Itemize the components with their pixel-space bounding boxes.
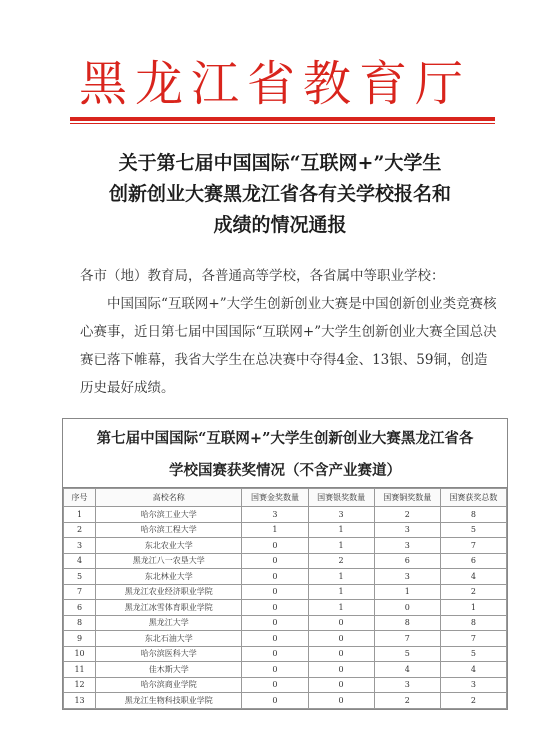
table-cell: 佳木斯大学 [96, 662, 242, 678]
table-row [64, 553, 507, 569]
table-cell: 1 [308, 569, 374, 585]
table-cell: 6 [374, 553, 440, 569]
table-cell: 黑龙江大学 [96, 615, 242, 631]
table-cell: 4 [374, 662, 440, 678]
table-cell: 9 [64, 631, 96, 647]
table-cell: 0 [308, 693, 374, 709]
table-cell: 1 [242, 522, 308, 538]
table-row [64, 584, 507, 600]
table-cell: 4 [440, 662, 506, 678]
issuer-masthead: 黑龙江省教育厅 [78, 56, 471, 112]
table-cell: 0 [308, 677, 374, 693]
table-cell: 3 [374, 522, 440, 538]
table-cell: 5 [440, 522, 506, 538]
table-cell: 8 [64, 615, 96, 631]
document-body [80, 262, 500, 402]
table-cell: 0 [308, 662, 374, 678]
table-cell: 0 [308, 631, 374, 647]
table-row [64, 507, 507, 523]
table-cell: 7 [440, 631, 506, 647]
table-cell: 4 [440, 569, 506, 585]
table-cell: 11 [64, 662, 96, 678]
table-cell: 5 [440, 646, 506, 662]
table-cell: 12 [64, 677, 96, 693]
table-cell: 7 [374, 631, 440, 647]
table-row [64, 677, 507, 693]
table-cell: 3 [308, 507, 374, 523]
table-cell: 0 [242, 615, 308, 631]
table-cell: 0 [242, 631, 308, 647]
table-cell: 0 [242, 662, 308, 678]
table-cell: 黑龙江农业经济职业学院 [96, 584, 242, 600]
header-gold: 国赛金奖数量 [242, 489, 308, 507]
table-cell: 0 [242, 538, 308, 554]
title-line: 创新创业大赛黑龙江省各有关学校报名和 [108, 183, 451, 205]
table-cell: 2 [64, 522, 96, 538]
table-cell: 哈尔滨商业学院 [96, 677, 242, 693]
table-cell: 东北农业大学 [96, 538, 242, 554]
table-cell: 0 [242, 646, 308, 662]
table-cell: 1 [308, 538, 374, 554]
table-cell: 黑龙江冰雪体育职业学院 [96, 600, 242, 616]
table-cell: 2 [374, 693, 440, 709]
table-cell: 1 [308, 600, 374, 616]
table-cell: 哈尔滨工业大学 [96, 507, 242, 523]
table-cell: 哈尔滨医科大学 [96, 646, 242, 662]
table-cell: 13 [64, 693, 96, 709]
table-cell: 1 [308, 522, 374, 538]
table-cell: 8 [440, 615, 506, 631]
table-row [64, 693, 507, 709]
table-cell: 5 [374, 646, 440, 662]
table-header-row [64, 489, 507, 507]
table-cell: 1 [64, 507, 96, 523]
table-cell: 1 [374, 584, 440, 600]
masthead-rule-thin [70, 123, 495, 124]
awards-table-title [63, 419, 507, 488]
table-cell: 2 [440, 584, 506, 600]
table-title-line: 第七届中国国际“互联网+”大学生创新创业大赛黑龙江省各 [96, 430, 474, 447]
table-cell: 0 [242, 569, 308, 585]
table-cell: 6 [64, 600, 96, 616]
table-cell: 黑龙江八一农垦大学 [96, 553, 242, 569]
table-row [64, 646, 507, 662]
table-cell: 3 [64, 538, 96, 554]
table-cell: 2 [308, 553, 374, 569]
table-cell: 0 [308, 646, 374, 662]
table-cell: 3 [374, 677, 440, 693]
table-cell: 2 [374, 507, 440, 523]
table-row [64, 600, 507, 616]
table-cell: 0 [242, 677, 308, 693]
table-cell: 0 [374, 600, 440, 616]
awards-table-container [62, 418, 508, 710]
title-line: 关于第七届中国国际“互联网+”大学生 [118, 152, 442, 174]
table-cell: 8 [440, 507, 506, 523]
table-row [64, 522, 507, 538]
table-cell: 3 [374, 569, 440, 585]
table-cell: 7 [440, 538, 506, 554]
table-row [64, 662, 507, 678]
table-row [64, 569, 507, 585]
table-cell: 0 [308, 615, 374, 631]
salutation: 各市（地）教育局，各普通高等学校，各省属中等职业学校： [80, 268, 445, 284]
table-cell: 黑龙江生物科技职业学院 [96, 693, 242, 709]
table-cell: 5 [64, 569, 96, 585]
table-cell: 6 [440, 553, 506, 569]
document-title [60, 148, 500, 241]
table-cell: 8 [374, 615, 440, 631]
table-cell: 哈尔滨工程大学 [96, 522, 242, 538]
table-cell: 东北林业大学 [96, 569, 242, 585]
table-cell: 3 [440, 677, 506, 693]
table-cell: 1 [308, 584, 374, 600]
header-school: 高校名称 [96, 489, 242, 507]
table-cell: 3 [242, 507, 308, 523]
header-bronze: 国赛铜奖数量 [374, 489, 440, 507]
title-line: 成绩的情况通报 [213, 214, 347, 236]
header-index: 序号 [64, 489, 96, 507]
body-paragraph: 中国国际“互联网+”大学生创新创业大赛是中国创新创业类竞赛核心赛事，近日第七届中国国际“互联网+”大学生创新创业大赛全国总决赛已落下帷幕，我省大学生在总决赛中夺得4金、13银、59铜，创造历史最好成绩。 [80, 296, 497, 396]
table-cell: 4 [64, 553, 96, 569]
header-silver: 国赛银奖数量 [308, 489, 374, 507]
table-row [64, 538, 507, 554]
masthead-rule-thick [70, 117, 495, 121]
table-title-line: 学校国赛获奖情况（不含产业赛道） [169, 462, 401, 479]
table-cell: 0 [242, 584, 308, 600]
header-total: 国赛获奖总数 [440, 489, 506, 507]
table-cell: 3 [374, 538, 440, 554]
table-cell: 2 [440, 693, 506, 709]
table-body [64, 507, 507, 709]
table-cell: 1 [440, 600, 506, 616]
table-cell: 0 [242, 693, 308, 709]
table-row [64, 631, 507, 647]
table-cell: 7 [64, 584, 96, 600]
table-cell: 0 [242, 600, 308, 616]
table-row [64, 615, 507, 631]
table-cell: 0 [242, 553, 308, 569]
table-cell: 东北石油大学 [96, 631, 242, 647]
table-cell: 10 [64, 646, 96, 662]
awards-table [63, 488, 507, 709]
